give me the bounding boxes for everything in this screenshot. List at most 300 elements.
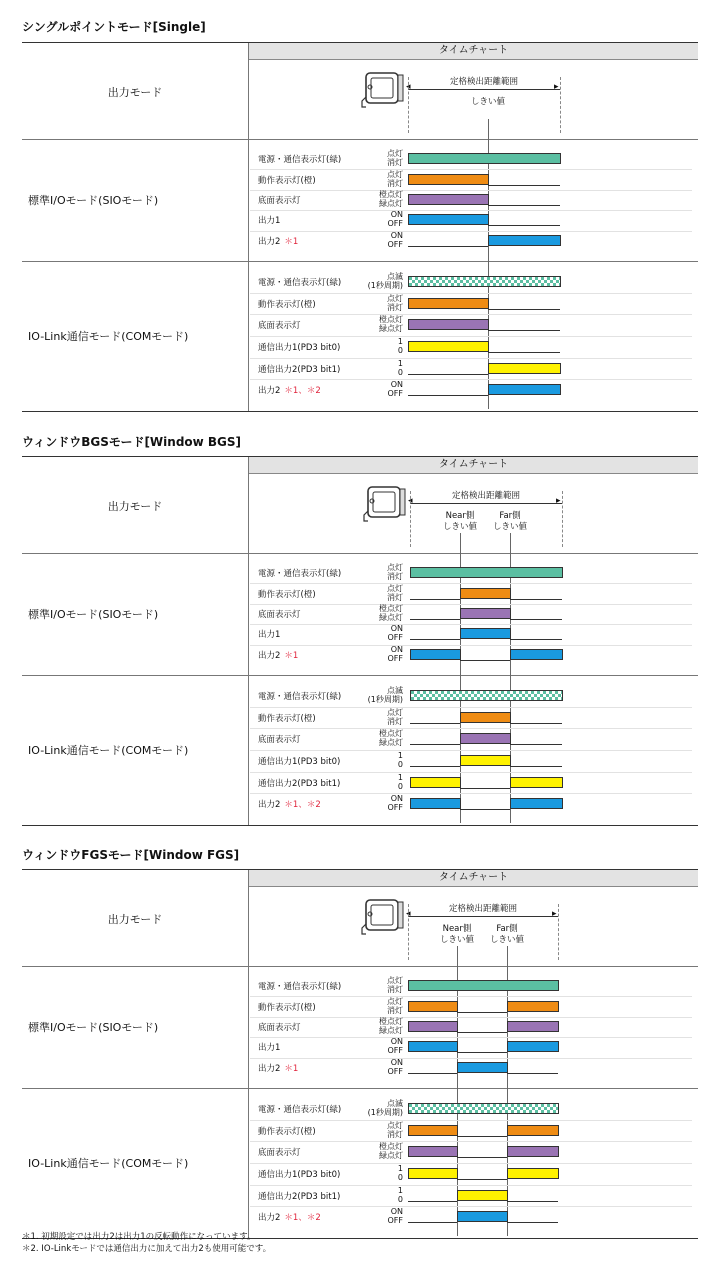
waveform-low [488,352,560,353]
signal-name-text: 通信出力2(PD3 bit1) [258,778,341,789]
sensor-icon [360,894,406,940]
signal-states [340,1164,403,1182]
waveform-high [510,649,563,660]
waveform-high [408,1168,458,1179]
signal-name [258,1146,301,1158]
waveform-low [408,374,488,375]
state-high-label: ON [390,1037,403,1047]
signal-name [258,1211,321,1223]
lane-separator [250,379,692,380]
signal-name-text: 動作表示灯(橙) [258,1002,316,1013]
signal-name [258,777,340,789]
signal-name-text: 通信出力1(PD3 bit0) [258,342,341,353]
sensor-icon [362,481,408,527]
waveform-high [507,1001,559,1012]
waveform-high [410,690,563,701]
lane-separator [250,293,692,294]
threshold-label: Far側 しきい値 [492,511,527,532]
timechart-header: タイムチャート [249,43,698,60]
waveform-low [510,639,562,640]
signal-name [258,276,341,288]
waveform-low [457,1012,507,1013]
row-separator [22,675,698,676]
waveform-high [507,1021,559,1032]
signal-states [340,751,403,769]
range-boundary [410,491,411,547]
arrow-head-right: ▸ [556,496,561,506]
signal-name [258,1125,316,1137]
waveform-high [408,174,489,185]
waveform-low [410,619,460,620]
signal-states [340,231,403,249]
waveform-low [457,1052,507,1053]
row-separator [22,966,698,967]
signal-name-text: 電源・通信表示灯(緑) [258,277,342,288]
signal-states [340,1121,403,1139]
signal-name-text: 底面表示灯 [258,1023,301,1033]
footnote: ＊1. 初期設定では出力2は出力1の反転動作になっています。 [22,1232,256,1242]
state-low-label: 緑点灯 [379,324,403,334]
sensor-icon [360,67,406,113]
signal-name-text: 底面表示灯 [258,321,301,332]
waveform-high [507,1125,559,1136]
signal-states [340,170,403,188]
state-high-label: 点滅 [387,685,403,695]
lane-separator [250,336,692,337]
signal-name-text: 出力2 [258,1063,281,1074]
state-low-label: 0 [397,345,403,355]
signal-states [340,604,403,622]
waveform-low [410,599,460,600]
output-mode-heading: 出力モード [107,86,163,99]
lane-separator [250,707,692,708]
state-low-label: 緑点灯 [379,199,403,208]
waveform-low [488,330,560,331]
signal-name [258,384,321,396]
signal-name-text: 出力2 [258,650,281,661]
state-low-label: OFF [387,633,403,643]
signal-states [340,584,403,602]
footnote-ref: ＊1 [284,650,299,661]
waveform-high [408,1001,458,1012]
state-low-label: 緑点灯 [379,738,403,748]
signal-name [258,194,301,206]
signal-name [258,341,340,353]
state-high-label: 点灯 [387,293,403,303]
state-high-label: 点灯 [387,996,403,1006]
signal-name [258,798,321,810]
lane-separator [250,793,692,794]
timing-chart-table [22,869,698,1239]
state-low-label: (1秒周期) [367,694,403,704]
waveform-high [460,628,511,639]
waveform-high [408,194,489,205]
waveform-low [510,766,562,767]
waveform-low [408,1201,457,1202]
signal-states [340,1037,403,1055]
state-low-label: (1秒周期) [367,1107,403,1117]
signal-name-text: 底面表示灯 [258,196,301,206]
range-boundary [408,904,409,960]
timechart-header: タイムチャート [249,457,698,474]
state-high-label: ON [390,380,403,390]
state-high-label: ON [390,230,403,240]
output-mode-heading: 出力モード [107,913,163,926]
row-separator [22,1088,698,1089]
column-divider [248,870,249,1238]
waveform-high [408,1041,458,1052]
arrow-head-left: ◂ [406,82,411,92]
row-separator [22,139,698,140]
state-high-label: ON [390,210,403,220]
state-low-label: OFF [387,1216,403,1226]
signal-name [258,153,341,165]
signal-states [340,294,403,312]
state-low-label: OFF [387,653,403,663]
waveform-low [410,723,460,724]
column-divider [248,457,249,825]
state-high-label: ON [390,624,403,634]
row-separator [22,261,698,262]
waveform-high [408,1103,559,1114]
state-low-label: 消灯 [387,1129,403,1139]
range-boundary [562,491,563,547]
lane-separator [250,1120,692,1121]
range-label: 定格検出距離範囲 [448,904,517,914]
threshold-label: Near側 しきい値 [442,511,477,532]
waveform-high [408,319,489,330]
state-high-label: 点灯 [387,583,403,593]
signal-states [340,563,403,581]
signal-states [340,1142,403,1160]
waveform-high [457,1190,508,1201]
signal-name [258,733,301,745]
signal-name-text: 出力2 [258,236,281,247]
lane-separator [250,169,692,170]
state-high-label: 点灯 [387,976,403,986]
signal-states [340,1058,403,1076]
state-high-label: 橙点灯 [379,1017,403,1026]
signal-name-text: 電源・通信表示灯(緑) [258,982,342,993]
state-high-label: 点灯 [387,169,403,179]
state-high-label: 1 [397,358,403,368]
com-mode-label: IO-Link通信モード(COMモード) [28,1157,189,1170]
state-low-label: OFF [387,1046,403,1056]
waveform-low [408,395,488,396]
signal-name [258,608,301,620]
state-low-label: 消灯 [387,716,403,726]
signal-name [258,649,298,661]
state-low-label: 0 [397,367,403,377]
waveform-high [408,1021,458,1032]
range-label: 定格検出距離範囲 [451,491,520,501]
waveform-low [507,1073,558,1074]
signal-name-text: 出力2 [258,386,281,397]
waveform-low [410,766,460,767]
waveform-low [410,744,460,745]
signal-states [340,686,403,704]
lane-separator [250,358,692,359]
waveform-high [460,712,511,723]
state-low-label: OFF [387,389,403,399]
state-high-label: 橙点灯 [379,1142,403,1152]
state-low-label: 緑点灯 [379,1026,403,1035]
waveform-low [408,246,488,247]
output-mode-heading: 出力モード [107,500,163,513]
state-low-label: 消灯 [387,592,403,602]
state-high-label: 橙点灯 [379,315,403,325]
waveform-high [507,1041,559,1052]
lane-separator [250,190,692,191]
waveform-high [408,1125,458,1136]
waveform-low [488,309,560,310]
signal-states [340,359,403,377]
waveform-low [460,660,510,661]
waveform-low [510,599,562,600]
state-high-label: 1 [397,772,403,782]
com-mode-label: IO-Link通信モード(COMモード) [28,744,189,757]
signal-name-text: 出力1 [258,216,281,227]
signal-states [340,1017,403,1035]
lane-separator [250,314,692,315]
signal-name-text: 出力1 [258,1043,281,1054]
lane-separator [250,1037,692,1038]
lane-separator [250,624,692,625]
sio-mode-label: 標準I/Oモード(SIOモード) [28,608,159,621]
lane-separator [250,231,692,232]
lane-separator [250,604,692,605]
state-high-label: 点滅 [387,271,403,281]
signal-name [258,567,341,579]
signal-name [258,1041,280,1053]
waveform-high [408,341,489,352]
threshold-label: しきい値 [470,97,505,107]
signal-name [258,1062,298,1074]
range-arrow [408,89,560,90]
signal-name-text: 動作表示灯(橙) [258,299,316,310]
waveform-low [510,744,562,745]
state-low-label: 0 [397,1172,403,1182]
state-low-label: 0 [397,759,403,769]
lane-separator [250,645,692,646]
state-high-label: 橙点灯 [379,190,403,199]
signal-name-text: 出力1 [258,630,281,641]
sio-mode-label: 標準I/Oモード(SIOモード) [28,1021,159,1034]
waveform-high [410,777,461,788]
waveform-high [408,1146,458,1157]
state-low-label: OFF [387,219,403,229]
state-high-label: 1 [397,750,403,760]
lane-separator [250,1058,692,1059]
state-high-label: 橙点灯 [379,729,403,739]
signal-name [258,1021,301,1033]
state-high-label: 点灯 [387,149,403,159]
lane-separator [250,1185,692,1186]
signal-name-text: 出力2 [258,1213,281,1224]
lane-separator [250,772,692,773]
waveform-high [410,649,461,660]
signal-name [258,1190,340,1202]
waveform-high [460,588,511,599]
waveform-low [488,225,560,226]
arrow-head-right: ▸ [554,82,559,92]
waveform-high [507,1168,559,1179]
signal-name-text: 動作表示灯(橙) [258,713,316,724]
signal-states [340,624,403,642]
state-low-label: 消灯 [387,302,403,312]
signal-name-text: 通信出力1(PD3 bit0) [258,756,341,767]
state-high-label: 1 [397,1185,403,1195]
state-high-label: 1 [397,1163,403,1173]
signal-name-text: 底面表示灯 [258,735,301,746]
signal-name [258,214,280,226]
signal-name-text: 電源・通信表示灯(緑) [258,155,342,166]
state-high-label: 橙点灯 [379,604,403,613]
waveform-high [460,608,511,619]
range-arrow [408,916,558,917]
waveform-high [507,1146,559,1157]
signal-name [258,1103,341,1115]
state-high-label: ON [390,1207,403,1217]
range-boundary [560,77,561,133]
waveform-low [507,1201,558,1202]
waveform-high [460,755,511,766]
state-high-label: 1 [397,336,403,346]
row-separator [22,553,698,554]
state-low-label: OFF [387,1066,403,1076]
waveform-high [460,733,511,744]
waveform-low [510,619,562,620]
waveform-high [510,798,563,809]
waveform-low [488,185,560,186]
waveform-low [408,1222,457,1223]
lane-separator [250,210,692,211]
signal-name [258,298,316,310]
footnote: ＊2. IO-Linkモードでは通信出力に加えて出力2も使用可能です。 [22,1244,272,1254]
state-high-label: ON [390,794,403,804]
signal-states [340,272,403,290]
arrow-head-left: ◂ [408,496,413,506]
range-label: 定格検出距離範囲 [449,77,518,87]
section-title: ウィンドウBGSモード[Window BGS] [22,435,242,449]
lane-separator [250,728,692,729]
signal-states [340,380,403,398]
signal-states [340,976,403,994]
footnote-ref: ＊1、＊2 [284,800,321,811]
state-low-label: 消灯 [387,572,403,582]
state-high-label: 点滅 [387,1098,403,1108]
section-title: シングルポイントモード[Single] [22,20,206,34]
signal-name-text: 通信出力1(PD3 bit0) [258,1169,341,1180]
signal-name-text: 動作表示灯(橙) [258,589,316,600]
signal-name-text: 電源・通信表示灯(緑) [258,1104,342,1115]
waveform-low [460,788,510,789]
waveform-high [410,798,461,809]
state-high-label: 点灯 [387,707,403,717]
signal-name-text: 電源・通信表示灯(緑) [258,691,342,702]
range-boundary [558,904,559,960]
signal-name [258,1001,316,1013]
signal-name-text: 電源・通信表示灯(緑) [258,569,342,580]
waveform-high [408,298,489,309]
signal-name [258,363,340,375]
state-low-label: OFF [387,239,403,249]
waveform-high [410,567,563,578]
threshold-label: Near側 しきい値 [439,924,474,945]
signal-states [340,1186,403,1204]
signal-name-text: 底面表示灯 [258,1148,301,1159]
waveform-low [457,1136,507,1137]
waveform-high [408,153,561,164]
signal-name [258,319,301,331]
waveform-high [457,1062,508,1073]
range-arrow [410,503,562,504]
signal-name [258,712,316,724]
signal-name-text: 動作表示灯(橙) [258,1126,316,1137]
waveform-high [408,276,561,287]
signal-states [340,210,403,228]
footnote-ref: ＊1、＊2 [284,1213,321,1224]
signal-states [340,149,403,167]
signal-states [340,729,403,747]
lane-separator [250,750,692,751]
sio-mode-label: 標準I/Oモード(SIOモード) [28,194,159,207]
waveform-high [408,214,489,225]
waveform-low [488,205,560,206]
signal-name-text: 通信出力2(PD3 bit1) [258,1191,341,1202]
signal-states [340,337,403,355]
state-low-label: 消灯 [387,158,403,168]
signal-states [340,997,403,1015]
waveform-high [488,235,561,246]
waveform-low [510,723,562,724]
arrow-head-left: ◂ [406,909,411,919]
lane-separator [250,1017,692,1018]
state-low-label: 緑点灯 [379,613,403,622]
state-high-label: ON [390,1057,403,1067]
footnote-ref: ＊1、＊2 [284,386,321,397]
state-low-label: 消灯 [387,985,403,995]
waveform-high [488,363,561,374]
lane-separator [250,1141,692,1142]
waveform-high [457,1211,508,1222]
signal-name [258,1168,340,1180]
signal-states [340,773,403,791]
state-low-label: 消灯 [387,1005,403,1015]
footnote-ref: ＊1 [284,1063,299,1074]
state-low-label: 0 [397,781,403,791]
signal-name [258,588,316,600]
arrow-head-right: ▸ [552,909,557,919]
state-low-label: (1秒周期) [367,280,403,290]
signal-name-text: 底面表示灯 [258,610,301,620]
signal-states [340,1099,403,1117]
signal-name [258,628,280,640]
state-low-label: 0 [397,1194,403,1204]
state-low-label: OFF [387,803,403,813]
section-title: ウィンドウFGSモード[Window FGS] [22,848,240,862]
footnote-ref: ＊1 [284,236,299,247]
waveform-low [410,639,460,640]
waveform-low [507,1222,558,1223]
range-boundary [408,77,409,133]
signal-states [340,645,403,663]
threshold-label: Far側 しきい値 [489,924,524,945]
signal-states [340,190,403,208]
waveform-low [408,1073,457,1074]
signal-name-text: 動作表示灯(橙) [258,175,316,186]
waveform-high [408,980,559,991]
